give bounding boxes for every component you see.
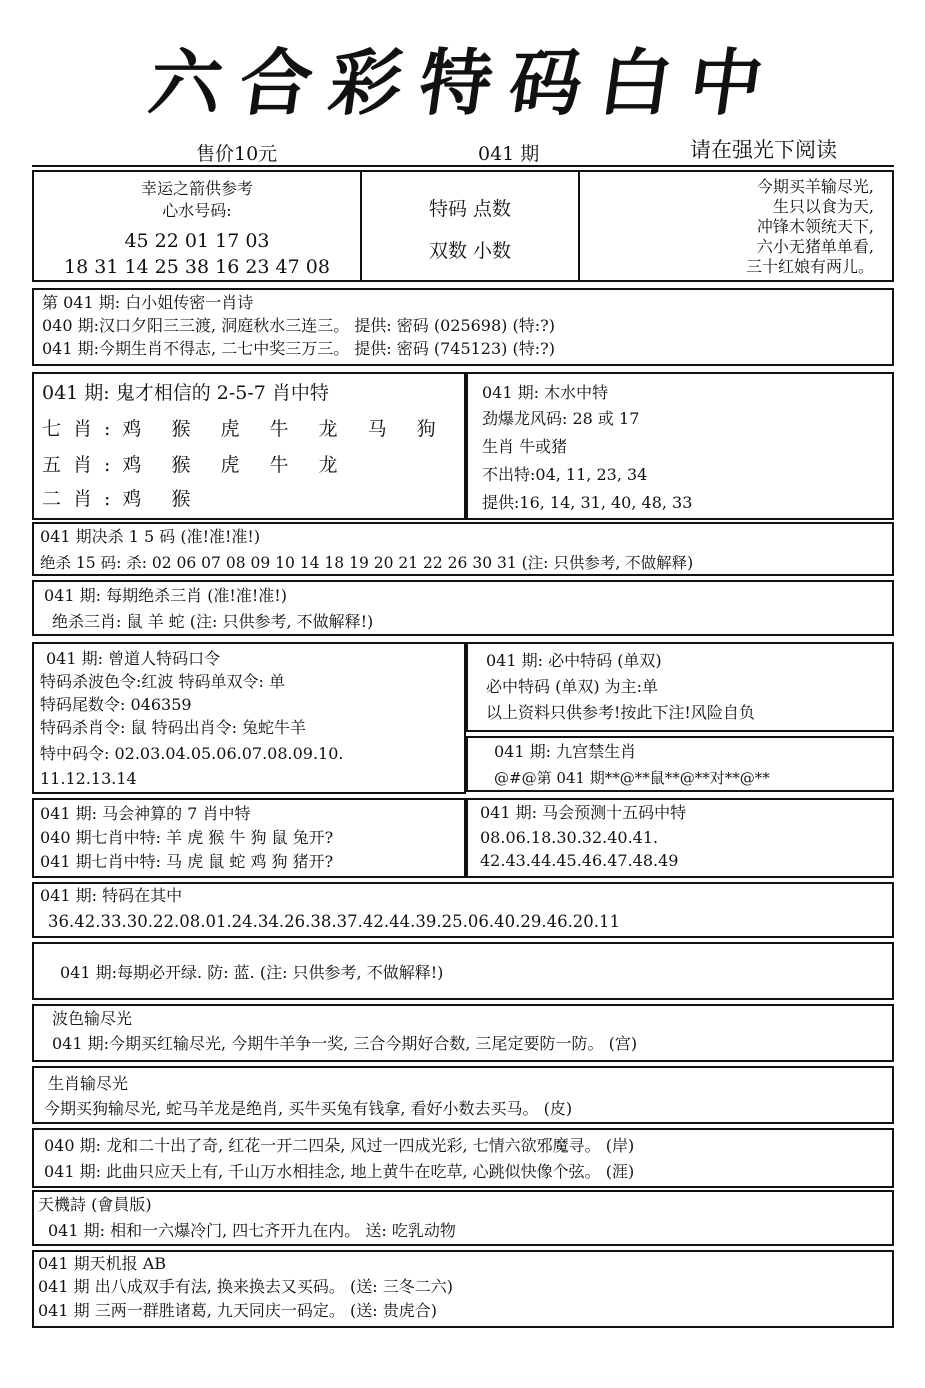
tianjibao-line: 041 期 出八成双手有法, 换来换去又买码。 (送: 三冬二六) (38, 1277, 453, 1296)
mahui15-title: 041 期: 马会预测十五码中特 (480, 803, 687, 822)
kill15-numbers: 绝杀 15 码: 杀: 02 06 07 08 09 10 14 18 19 20 21 22 26 30 31 (注: 只供参考, 不做解释) (40, 554, 694, 572)
issue-label: 041 期 (478, 143, 540, 165)
price-label: 售价10元 (196, 143, 278, 165)
lucky-numbers-1: 45 22 01 17 03 (124, 230, 270, 252)
jiugong-line: @#@第 041 期**@**鼠**@**对**@** (494, 769, 770, 787)
bai-title: 第 041 期: 白小姐传密一肖诗 (42, 293, 254, 312)
guicai-two: 二肖:鸡 猴 (42, 488, 203, 510)
kill3-line: 绝杀三肖: 鼠 羊 蛇 (注: 只供参考, 不做解释!) (52, 612, 374, 631)
bose-line: 041 期:今期买红输尽光, 今期牛羊争一奖, 三合今期好合数, 三尾定要防一防。 (宫) (52, 1034, 638, 1053)
zeng-line: 特码尾数令: 046359 (40, 695, 192, 714)
bai-line: 041 期:今期生肖不得志, 二七中奖三万三。 提供: 密码 (745123) (特:?) (42, 339, 555, 358)
zeng-box (32, 642, 466, 794)
tianjibao-title: 041 期天机报 AB (38, 1254, 167, 1273)
mahui15-line: 42.43.44.45.46.47.48.49 (480, 851, 679, 870)
zaiqizhong-title: 041 期: 特码在其中 (40, 886, 183, 905)
mushui-box (466, 372, 894, 520)
bikai-line: 041 期:每期必开绿. 防: 蓝. (注: 只供参考, 不做解释!) (60, 963, 444, 982)
poem-line: 冲锋木领统天下, (756, 217, 874, 236)
zeng-title: 041 期: 曾道人特码口令 (46, 649, 221, 668)
guicai-box (32, 372, 466, 520)
zaiqizhong-box (32, 882, 894, 938)
zeng-line: 11.12.13.14 (40, 769, 137, 788)
bose-box (32, 1004, 894, 1062)
mushui-line: 提供:16, 14, 31, 40, 48, 33 (482, 493, 693, 512)
header-rule (32, 165, 894, 167)
lucky-line1: 幸运之箭供参考 (140, 179, 253, 198)
poem-line: 生只以食为天, (772, 197, 874, 216)
zeng-line: 特中码令: 02.03.04.05.06.07.08.09.10. (40, 744, 344, 763)
tianji-line: 041 期: 相和一六爆冷门, 四七齐开九在内。 送: 吃乳动物 (48, 1221, 456, 1240)
lucky-numbers-2: 18 31 14 25 38 16 23 47 08 (64, 256, 330, 278)
shengxiao-title: 生肖输尽光 (48, 1074, 129, 1093)
shengxiao-line: 今期买狗输尽光, 蛇马羊龙是绝肖, 买牛买兔有钱拿, 看好小数去买马。 (皮) (44, 1099, 573, 1118)
poem-line: 六小无猪单单看, (756, 237, 874, 256)
divider (578, 172, 580, 280)
bose-title: 波色输尽光 (52, 1009, 133, 1028)
poem2-line: 040 期: 龙和二十出了奇, 红花一开二四朵, 风过一四成光彩, 七情六欲邪魔寻。 (岸) (44, 1136, 635, 1155)
mahui7-line: 041 期七肖中特: 马 虎 鼠 蛇 鸡 狗 猪开? (40, 852, 334, 871)
poem2-line: 041 期: 此曲只应天上有, 千山万水相挂念, 地上黄牛在吃草, 心跳似快像个弦。 (涯) (44, 1162, 635, 1181)
bizhong-line: 必中特码 (单双) 为主:单 (486, 677, 659, 696)
tianjibao-box (32, 1250, 894, 1328)
mushui-title: 041 期: 木水中特 (482, 383, 609, 402)
kill15-box (32, 522, 894, 576)
kill15-title: 041 期决杀 1 5 码 (准!准!准!) (40, 527, 261, 546)
mahui7-box (32, 798, 466, 878)
bikai-box (32, 942, 894, 1000)
guicai-seven: 七肖:鸡 猴 虎 牛 龙 马 狗 (42, 418, 448, 440)
tianji-title: 天機詩 (會員版) (38, 1195, 152, 1214)
mahui15-box (466, 798, 894, 878)
tianjibao-line: 041 期 三两一群胜诸葛, 九天同庆一码定。 (送: 贵虎合) (38, 1301, 437, 1320)
bizhong-box (466, 642, 894, 732)
poem-line: 三十红娘有两儿。 (745, 257, 874, 276)
masthead-title-text: 六合彩特码白中 (144, 40, 787, 125)
zaiqizhong-numbers: 36.42.33.30.22.08.01.24.34.26.38.37.42.44.39.25.06.40.29.46.20.11 (48, 912, 621, 931)
top-info-box (32, 170, 894, 282)
masthead-title (144, 38, 790, 128)
bai-box (32, 288, 894, 366)
tema-line2: 双数 小数 (428, 240, 512, 262)
mahui7-line: 040 期七肖中特: 羊 虎 猴 牛 狗 鼠 兔开? (40, 828, 334, 847)
mushui-line: 劲爆龙风码: 28 或 17 (482, 409, 640, 428)
poem2-box (32, 1128, 894, 1188)
kill3-title: 041 期: 每期绝杀三肖 (准!准!准!) (44, 586, 287, 605)
mahui15-line: 08.06.18.30.32.40.41. (480, 828, 659, 847)
zeng-line: 特码杀肖令: 鼠 特码出肖令: 兔蛇牛羊 (40, 718, 307, 737)
lucky-line2: 心水号码: (162, 201, 232, 220)
divider (360, 172, 362, 280)
zeng-line: 特码杀波色令:红波 特码单双令: 单 (40, 672, 285, 691)
guicai-title: 041 期: 鬼才相信的 2-5-7 肖中特 (42, 382, 329, 404)
bai-line: 040 期:汉口夕阳三三渡, 洞庭秋水三连三。 提供: 密码 (025698) (特:?) (42, 316, 555, 335)
mushui-line: 生肖 牛或猪 (482, 437, 568, 456)
shengxiao-box (32, 1066, 894, 1124)
bizhong-line: 以上资料只供参考!按此下注!风险自负 (486, 703, 755, 722)
guicai-five: 五肖:鸡 猴 虎 牛 龙 (42, 454, 350, 476)
jiugong-title: 041 期: 九宫禁生肖 (494, 742, 637, 761)
mushui-line: 不出特:04, 11, 23, 34 (482, 465, 648, 484)
jiugong-box (466, 736, 894, 792)
poem-line: 今期买羊输尽光, (756, 177, 874, 196)
kill3-box (32, 580, 894, 636)
bizhong-title: 041 期: 必中特码 (单双) (486, 651, 662, 670)
mahui7-title: 041 期: 马会神算的 7 肖中特 (40, 804, 251, 823)
tema-line1: 特码 点数 (428, 198, 512, 220)
reading-note: 请在强光下阅读 (690, 138, 837, 162)
tianji-box (32, 1190, 894, 1246)
